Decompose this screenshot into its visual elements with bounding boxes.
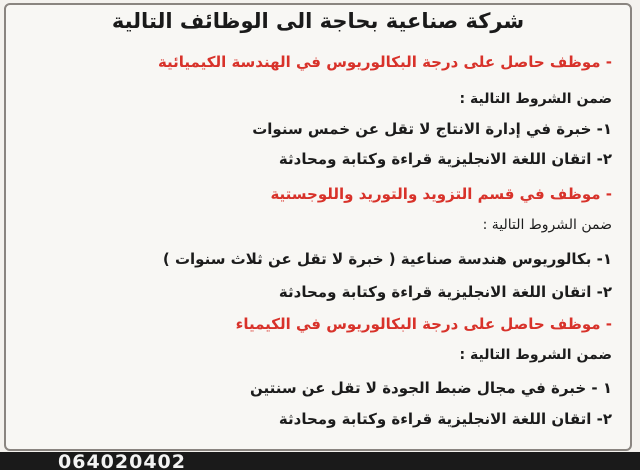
- job-advertisement: [4, 3, 632, 451]
- footer-band: [0, 452, 640, 470]
- position-1-heading: - موظف حاصل على درجة البكالوريوس في الهندسة الكيميائية: [157, 53, 612, 71]
- position-1-condition-1: ١- خبرة في إدارة الانتاج لا تقل عن خمس سنوات: [252, 120, 612, 138]
- position-1-conditions-label: ضمن الشروط التالية :: [459, 91, 612, 107]
- ad-title: شركة صناعية بحاجة الى الوظائف التالية: [111, 9, 525, 33]
- contact-phone: 064020402: [58, 452, 186, 470]
- position-3-conditions-label: ضمن الشروط التالية :: [459, 347, 612, 363]
- position-3-condition-2: ٢- اتقان اللغة الانجليزية قراءة وكتابة ومحادثة: [278, 410, 612, 428]
- position-2-condition-1: ١- بكالوريوس هندسة صناعية ( خبرة لا تقل عن ثلاث سنوات ): [162, 250, 612, 268]
- position-3-condition-1: ١ - خبرة في مجال ضبط الجودة لا تقل عن سنتين: [249, 379, 612, 397]
- position-2-conditions-label: ضمن الشروط التالية :: [482, 217, 612, 233]
- position-3-heading: - موظف حاصل على درجة البكالوريوس في الكيمياء: [235, 315, 612, 333]
- position-1-condition-2: ٢- اتقان اللغة الانجليزية قراءة وكتابة ومحادثة: [278, 150, 612, 168]
- position-2-condition-2: ٢- اتقان اللغة الانجليزية قراءة وكتابة ومحادثة: [278, 283, 612, 301]
- position-2-heading: - موظف في قسم التزويد والتوريد واللوجستية: [270, 185, 612, 203]
